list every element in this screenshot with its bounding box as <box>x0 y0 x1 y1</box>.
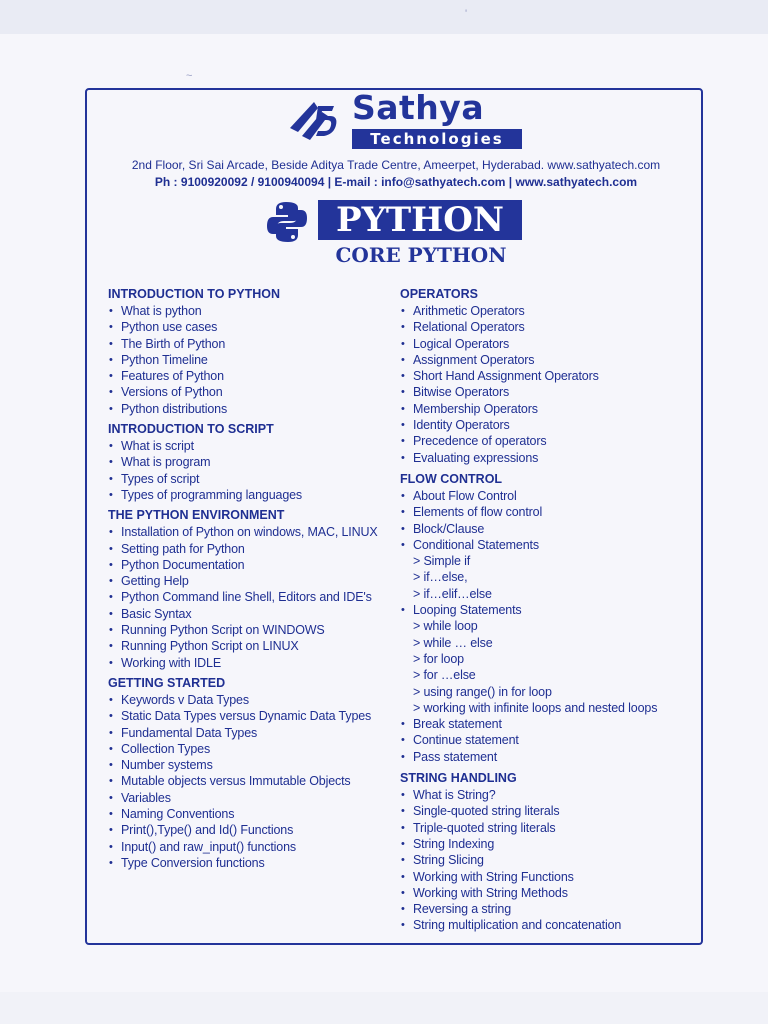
list-item: • Python distributions <box>108 401 380 417</box>
list-item: • Conditional Statements <box>400 537 670 553</box>
course-subtitle: CORE PYTHON <box>335 243 507 267</box>
scanner-margin <box>0 992 768 1024</box>
section-title: OPERATORS <box>400 287 479 301</box>
list-item: • Variables <box>108 790 380 806</box>
course-title: PYTHON <box>318 200 522 240</box>
list-item: • Types of script <box>108 471 380 487</box>
list-item: • Short Hand Assignment Operators <box>400 368 670 384</box>
list-item: • Continue statement <box>400 732 670 748</box>
list-item: • Static Data Types versus Dynamic Data Types <box>108 708 380 724</box>
list-item: • Versions of Python <box>108 384 380 400</box>
list-item: • Keywords v Data Types <box>108 692 380 708</box>
list-item: • Precedence of operators <box>400 433 670 449</box>
contact-line: Ph : 9100920092 / 9100940094 | E-mail : info@sathyatech.com | www.sathyatech.com <box>154 175 638 189</box>
list-item: • The Birth of Python <box>108 336 380 352</box>
right-column <box>400 282 670 934</box>
list-item: • What is String? <box>400 787 670 803</box>
list-item: • About Flow Control <box>400 488 670 504</box>
section-title: INTRODUCTION TO SCRIPT <box>108 422 274 437</box>
list-item: • Getting Help <box>108 573 380 589</box>
list-item: • Mutable objects versus Immutable Objects <box>108 773 380 789</box>
list-item: • Logical Operators <box>400 336 670 352</box>
list-item: • Number systems <box>108 757 380 773</box>
section-getting-started <box>108 674 380 871</box>
python-logo-icon <box>265 200 309 244</box>
section-python-environment <box>108 506 380 671</box>
list-item: • Block/Clause <box>400 521 670 537</box>
list-item: • String Indexing <box>400 836 670 852</box>
section-operators <box>400 285 670 466</box>
list-item: • Triple-quoted string literals <box>400 820 670 836</box>
list-item: • Assignment Operators <box>400 352 670 368</box>
list-item: • String multiplication and concatenation <box>400 917 670 933</box>
list-item: • What is python <box>108 303 380 319</box>
list-item: • Naming Conventions <box>108 806 380 822</box>
section-string-handling <box>400 769 670 934</box>
list-item: • Looping Statements <box>400 602 670 618</box>
section-flow-control <box>400 470 670 765</box>
list-item: • Python use cases <box>108 319 380 335</box>
list-item: • Fundamental Data Types <box>108 725 380 741</box>
list-item: • Input() and raw_input() functions <box>108 839 380 855</box>
list-item: • Basic Syntax <box>108 606 380 622</box>
scan-speck: ' <box>465 8 468 20</box>
scan-speck: ~ <box>186 70 193 82</box>
sub-item: > working with infinite loops and nested loops <box>413 700 658 715</box>
sub-item: > for loop <box>413 651 464 666</box>
list-item: • String Slicing <box>400 852 670 868</box>
list-item: • Working with IDLE <box>108 655 380 671</box>
list-item: • Setting path for Python <box>108 541 380 557</box>
list-item: • Evaluating expressions <box>400 450 670 466</box>
sub-item: > if…else, <box>413 570 468 585</box>
list-item: • Arithmetic Operators <box>400 303 670 319</box>
brand-logo <box>288 88 524 154</box>
brand-tagline: Technologies <box>352 129 522 149</box>
sub-item: > while loop <box>413 619 478 634</box>
list-item: • Types of programming languages <box>108 487 380 503</box>
section-title: STRING HANDLING <box>400 771 517 786</box>
list-item: • Bitwise Operators <box>400 384 670 400</box>
list-item: • Type Conversion functions <box>108 855 380 871</box>
list-item: • Identity Operators <box>400 417 670 433</box>
list-item: • Running Python Script on LINUX <box>108 638 380 654</box>
list-item: • Reversing a string <box>400 901 670 917</box>
list-item: • Single-quoted string literals <box>400 803 670 819</box>
list-item: • Working with String Methods <box>400 885 670 901</box>
list-item: • Elements of flow control <box>400 504 670 520</box>
list-item: • Installation of Python on windows, MAC, LINUX <box>108 524 380 540</box>
sub-item: > Simple if <box>413 554 471 569</box>
section-title: GETTING STARTED <box>108 675 226 690</box>
section-intro-script <box>108 420 380 503</box>
list-item: • Working with String Functions <box>400 869 670 885</box>
section-title: INTRODUCTION TO PYTHON <box>108 287 280 301</box>
list-item: • Pass statement <box>400 749 670 765</box>
section-title: FLOW CONTROL <box>400 471 503 486</box>
list-item: • Collection Types <box>108 741 380 757</box>
list-item: • Python Documentation <box>108 557 380 573</box>
section-title: THE PYTHON ENVIRONMENT <box>108 508 285 523</box>
list-item: • What is script <box>108 438 380 454</box>
sub-item: > while … else <box>413 635 493 650</box>
sub-item: > if…elif…else <box>413 586 492 601</box>
list-item: • Relational Operators <box>400 319 670 335</box>
list-item: • Break statement <box>400 716 670 732</box>
list-item: • Running Python Script on WINDOWS <box>108 622 380 638</box>
left-column <box>108 282 380 871</box>
list-item: • Python Command line Shell, Editors and IDE's <box>108 589 380 605</box>
sathya-logo-icon <box>288 98 348 140</box>
list-item: • Print(),Type() and Id() Functions <box>108 822 380 838</box>
address-line: 2nd Floor, Sri Sai Arcade, Beside Aditya Trade Centre, Ameerpet, Hyderabad. www.sathyatech.com <box>131 158 661 172</box>
list-item: • What is program <box>108 454 380 470</box>
sub-item: > for …else <box>413 668 476 683</box>
list-item: • Python Timeline <box>108 352 380 368</box>
brand-name: Sathya <box>352 88 485 127</box>
section-intro-python <box>108 285 380 417</box>
list-item: • Features of Python <box>108 368 380 384</box>
sub-item: > using range() in for loop <box>413 684 552 699</box>
list-item: • Membership Operators <box>400 401 670 417</box>
